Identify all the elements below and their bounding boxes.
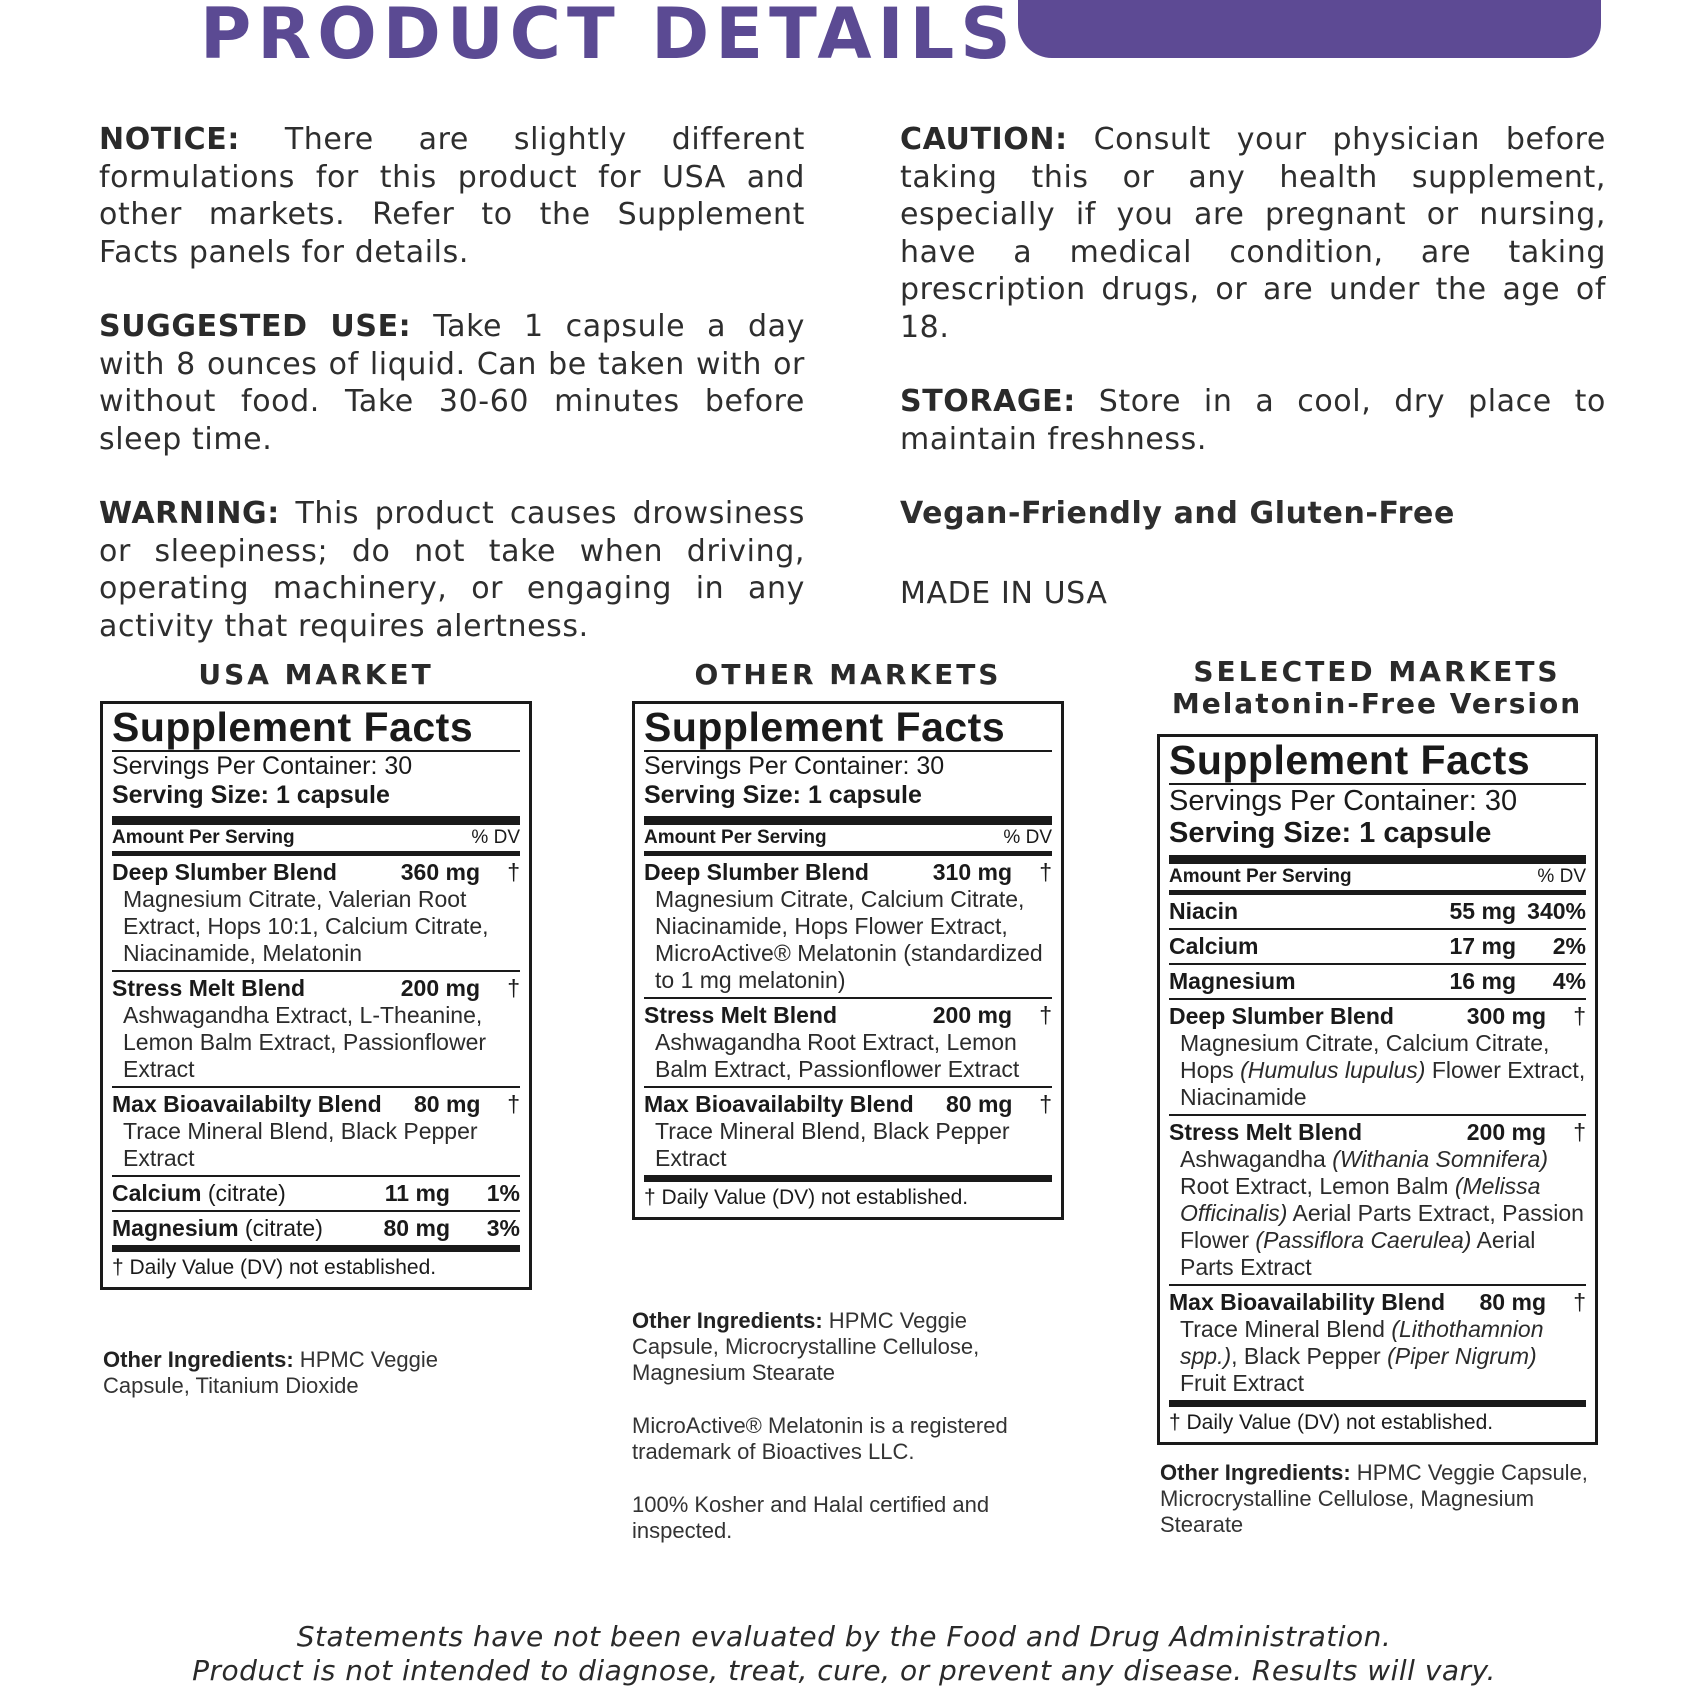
kosher-note: 100% Kosher and Halal certified and inspected. bbox=[632, 1492, 990, 1543]
left-info-column bbox=[99, 121, 805, 645]
ingredient-name: Stress Melt Blend bbox=[1169, 1119, 1362, 1145]
facts-row bbox=[1169, 1116, 1586, 1286]
facts-row bbox=[644, 856, 1052, 999]
caution-paragraph: CAUTION: Consult your physician before taking this or any health supplement, especially if you are pregnant or nursing, have a medical condition, are taking prescription drugs, or are under the age of 18. bbox=[900, 122, 1606, 345]
facts-row bbox=[112, 972, 520, 1088]
ingredient-amount: 55 mg bbox=[1449, 898, 1516, 924]
other-ingredients-usa: Other Ingredients: HPMC Veggie Capsule, Titanium Dioxide bbox=[103, 1347, 438, 1398]
facts-row bbox=[1169, 930, 1586, 965]
supplement-facts-usa bbox=[100, 701, 532, 1290]
ingredient-dv: 1% bbox=[486, 1180, 520, 1206]
warning-paragraph: WARNING: This product causes drowsiness or sleepiness; do not take when driving, operating machinery, or engaging in any activity that requires alertness. bbox=[99, 496, 805, 644]
facts-rows bbox=[644, 856, 1052, 1175]
ingredient-name: Deep Slumber Blend bbox=[112, 859, 337, 885]
panel-heading-selected: SELECTED MARKETS Melatonin-Free Version bbox=[1157, 656, 1597, 720]
ingredient-name: Calcium (citrate) bbox=[112, 1180, 286, 1206]
ingredient-amount: 200 mg bbox=[1466, 1119, 1546, 1145]
ingredient-dv: † bbox=[1039, 1091, 1052, 1117]
ingredient-name: Niacin bbox=[1169, 898, 1239, 924]
ingredient-name: Calcium bbox=[1169, 933, 1259, 959]
ingredient-detail: Ashwagandha Root Extract, Lemon Balm Extract, Passionflower Extract bbox=[655, 1029, 1020, 1082]
facts-row bbox=[112, 856, 520, 972]
ingredient-dv: † bbox=[507, 975, 520, 1001]
disclaimer-line-1: Statements have not been evaluated by the Food and Drug Administration. bbox=[296, 1620, 1392, 1653]
trademark-note: MicroActive® Melatonin is a registered trademark of Bioactives LLC. bbox=[632, 1413, 1008, 1464]
ingredient-dv: 340% bbox=[1527, 898, 1586, 924]
facts-row bbox=[112, 1177, 520, 1212]
facts-rows bbox=[112, 856, 520, 1245]
ingredient-amount: 200 mg bbox=[400, 975, 480, 1001]
ingredient-amount: 16 mg bbox=[1449, 968, 1516, 994]
servings-per-container: Servings Per Container: 30 bbox=[644, 752, 945, 780]
facts-row bbox=[112, 1088, 520, 1177]
dv-footnote: † Daily Value (DV) not established. bbox=[112, 1245, 520, 1283]
ingredient-name: Deep Slumber Blend bbox=[1169, 1003, 1394, 1029]
amount-header: Amount Per Serving % DV bbox=[112, 825, 520, 856]
ingredient-detail: Trace Mineral Blend (Lithothamnion spp.), Black Pepper (Piper Nigrum) Fruit Extract bbox=[1180, 1316, 1544, 1396]
amount-header: Amount Per Serving % DV bbox=[644, 825, 1052, 856]
ingredient-amount: 11 mg bbox=[384, 1180, 450, 1206]
sf-title: Supplement Facts bbox=[1169, 737, 1586, 785]
ingredient-dv: † bbox=[507, 859, 520, 885]
ingredient-dv: † bbox=[1573, 1289, 1586, 1315]
ingredient-dv: † bbox=[1573, 1003, 1586, 1029]
ingredient-detail: Magnesium Citrate, Calcium Citrate, Hops (Humulus lupulus) Flower Extract, Niacinamide bbox=[1180, 1030, 1586, 1110]
serving-size: Serving Size: 1 capsule bbox=[112, 781, 520, 825]
other-ingredients-other: Other Ingredients: HPMC Veggie Capsule, Microcrystalline Cellulose, Magnesium Stearate MicroActive® Melatonin is a registered trademark of Bioactives LLC. 100% Kosher and Halal certified and inspected. bbox=[632, 1308, 1052, 1571]
panel-heading-usa: USA MARKET bbox=[198, 658, 434, 691]
ingredient-amount: 80 mg bbox=[1479, 1289, 1546, 1315]
made-in-note: MADE IN USA bbox=[900, 575, 1108, 611]
ingredient-name: Magnesium bbox=[1169, 968, 1296, 994]
ingredient-name: Stress Melt Blend bbox=[112, 975, 305, 1001]
supplement-facts-other bbox=[632, 701, 1064, 1220]
ingredient-name: Magnesium (citrate) bbox=[112, 1215, 323, 1241]
ingredient-dv: † bbox=[1039, 1002, 1052, 1028]
ingredient-detail: Trace Mineral Blend, Black Pepper Extract bbox=[655, 1118, 1010, 1171]
facts-rows bbox=[1169, 895, 1586, 1400]
page-title: PRODUCT DETAILS bbox=[200, 0, 1017, 75]
facts-row bbox=[644, 999, 1052, 1088]
facts-row bbox=[112, 1212, 520, 1245]
disclaimer-line-2: Product is not intended to diagnose, treat, cure, or prevent any disease. Results will vary. bbox=[192, 1654, 1496, 1687]
ingredient-dv: 4% bbox=[1552, 968, 1586, 994]
header-accent-bar bbox=[1018, 0, 1601, 58]
sf-title: Supplement Facts bbox=[644, 704, 1052, 752]
right-info-column bbox=[900, 121, 1606, 612]
serving-size: Serving Size: 1 capsule bbox=[1169, 817, 1586, 864]
ingredient-detail: Trace Mineral Blend, Black Pepper Extract bbox=[123, 1118, 478, 1171]
vegan-note: Vegan-Friendly and Gluten-Free bbox=[900, 496, 1455, 531]
ingredient-detail: Ashwagandha (Withania Somnifera) Root Extract, Lemon Balm (Melissa Officinalis) Aerial Parts Extract, Passion Flower (Passiflora Caerulea) Aerial Parts Extract bbox=[1180, 1146, 1584, 1280]
facts-row bbox=[1169, 965, 1586, 1000]
ingredient-detail: Magnesium Citrate, Calcium Citrate, Niacinamide, Hops Flower Extract, MicroActive® Melatonin (standardized to 1 mg melatonin) bbox=[655, 886, 1043, 993]
ingredient-amount: 310 mg bbox=[932, 859, 1012, 885]
ingredient-name: Max Bioavailabilty Blend bbox=[644, 1091, 914, 1117]
ingredient-detail: Magnesium Citrate, Valerian Root Extract, Hops 10:1, Calcium Citrate, Niacinamide, Melatonin bbox=[123, 886, 489, 966]
ingredient-dv: † bbox=[1573, 1119, 1586, 1145]
ingredient-dv: 3% bbox=[486, 1215, 520, 1241]
ingredient-name: Deep Slumber Blend bbox=[644, 859, 869, 885]
ingredient-name: Max Bioavailabilty Blend bbox=[112, 1091, 382, 1117]
dv-footnote: † Daily Value (DV) not established. bbox=[1169, 1400, 1586, 1438]
facts-row bbox=[1169, 1286, 1586, 1400]
other-ingredients-selected: Other Ingredients: HPMC Veggie Capsule, Microcrystalline Cellulose, Magnesium Stearate bbox=[1160, 1460, 1588, 1537]
ingredient-name: Max Bioavailability Blend bbox=[1169, 1289, 1446, 1315]
sf-title: Supplement Facts bbox=[112, 704, 520, 752]
ingredient-dv: † bbox=[1039, 859, 1052, 885]
ingredient-dv: † bbox=[507, 1091, 520, 1117]
panel-heading-other: OTHER MARKETS bbox=[694, 658, 1002, 691]
amount-header: Amount Per Serving % DV bbox=[1169, 864, 1586, 895]
notice-paragraph: NOTICE: There are slightly different formulations for this product for USA and other markets. Refer to the Supplement Facts panels for details. bbox=[99, 122, 805, 270]
supplement-facts-selected bbox=[1157, 734, 1598, 1445]
facts-row bbox=[1169, 895, 1586, 930]
servings-per-container: Servings Per Container: 30 bbox=[1169, 785, 1518, 817]
facts-row bbox=[644, 1088, 1052, 1175]
facts-row bbox=[1169, 1000, 1586, 1116]
serving-size: Serving Size: 1 capsule bbox=[644, 781, 1052, 825]
ingredient-amount: 360 mg bbox=[400, 859, 480, 885]
panel-subheading-selected: Melatonin-Free Version bbox=[1171, 687, 1583, 720]
ingredient-amount: 300 mg bbox=[1466, 1003, 1546, 1029]
ingredient-amount: 80 mg bbox=[383, 1215, 450, 1241]
dv-footnote: † Daily Value (DV) not established. bbox=[644, 1175, 1052, 1213]
storage-paragraph: STORAGE: Store in a cool, dry place to maintain freshness. bbox=[900, 384, 1606, 457]
suggested-use-paragraph: SUGGESTED USE: Take 1 capsule a day with 8 ounces of liquid. Can be taken with or without food. Take 30-60 minutes before sleep time. bbox=[99, 309, 805, 457]
ingredient-detail: Ashwagandha Extract, L-Theanine, Lemon Balm Extract, Passionflower Extract bbox=[123, 1002, 487, 1082]
ingredient-dv: 2% bbox=[1552, 933, 1586, 959]
fda-disclaimer bbox=[0, 1620, 1688, 1688]
servings-per-container: Servings Per Container: 30 bbox=[112, 752, 413, 780]
ingredient-amount: 17 mg bbox=[1449, 933, 1516, 959]
ingredient-amount: 200 mg bbox=[932, 1002, 1012, 1028]
ingredient-name: Stress Melt Blend bbox=[644, 1002, 837, 1028]
ingredient-amount: 80 mg bbox=[414, 1091, 481, 1117]
ingredient-amount: 80 mg bbox=[946, 1091, 1013, 1117]
